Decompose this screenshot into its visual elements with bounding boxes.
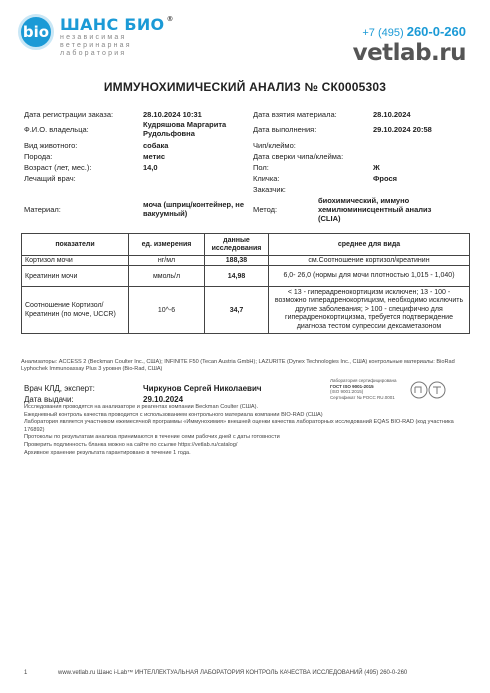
owner-label: Ф.И.О. владельца: <box>24 125 89 134</box>
cert-line-3: (ISO 9001:2015) <box>330 389 364 394</box>
vet-label: Лечащий врач: <box>24 174 76 183</box>
nickname-label: Кличка: <box>253 174 280 183</box>
sample-date-label: Дата взятия материала: <box>253 110 337 119</box>
done-date-label: Дата выполнения: <box>253 125 317 134</box>
chip-check-label: Дата сверки чипа/клейма: <box>253 152 344 161</box>
document-title: ИММУНОХИМИЧЕСКИЙ АНАЛИЗ № СК0005303 <box>103 80 387 94</box>
cert-line-4: Сертификат № РОСС RU.0001 <box>330 394 395 400</box>
analyzers-note: Анализаторы: ACCESS 2 (Beckman Coulter Inc., США); INFINITE F50 (Tecan Austria GmbH); LAZURITE (Dynex Technologies Inc., США) контрольные материалы: BioRad Lyphochek Immunoassay Plus 3 уровня (Bio-Rad, США) <box>21 359 455 372</box>
note-line: Протоколы по результатам анализа принимаются в течение семи рабочих дней с даты готовности <box>24 434 280 441</box>
row-parameter: Креатинин мочи <box>22 266 129 287</box>
expert-name: Чиркунов Сергей Николаевич <box>143 384 262 393</box>
cert-stamp-icon <box>410 380 446 405</box>
lab-website: vetlab.ru <box>352 40 466 66</box>
material-label: Материал: <box>24 205 61 214</box>
note-line: Лаборатория является участником ежемесячной программы «Иммунохимия» внешней оценки качества лабораторных исследований EQAS BIO-RAD (код участника 176892) <box>24 419 454 433</box>
sex-label: Пол: <box>253 163 269 172</box>
table-row <box>22 256 470 266</box>
done-date-value: 29.10.2024 20:58 <box>373 125 432 134</box>
row-reference: < 13 - гиперадренокортицизм исключен; 13 - 100 - возможно гиперадренокортицизм, необходимо исключить другие заболевания; > 100 - специфично для гиперадренокортицизма, требуется подтверждение диагноза тестом супрессии дексаметазоном <box>269 287 470 334</box>
species-label: Вид животного: <box>24 141 78 150</box>
row-parameter: Соотношение Кортизол/Креатинин (по моче, UCCR) <box>22 287 129 334</box>
row-reference: 6,0- 26,0 (нормы для мочи плотностью 1,015 - 1,040) <box>269 266 470 287</box>
results-table <box>21 233 470 334</box>
breed-value: метис <box>143 152 166 161</box>
header-reference: среднее для вида <box>269 234 470 256</box>
logo-text: bio <box>22 23 50 41</box>
customer-label: Заказчик: <box>253 185 286 194</box>
header-unit: ед. измерения <box>129 234 205 256</box>
row-parameter: Кортизол мочи <box>22 256 129 266</box>
lab-logo <box>18 14 54 50</box>
notes-block <box>24 404 454 457</box>
row-reference: см.Соотношение кортизол/креатинин <box>269 256 470 266</box>
tagline-line-2: ветеринарная <box>60 42 132 49</box>
lab-phone: +7 (495) 260-0-260 <box>362 24 466 39</box>
table-row <box>22 287 470 334</box>
footer-text: www.vetlab.ru Шанс i-Lab™ ИНТЕЛЛЕКТУАЛЬНАЯ ЛАБОРАТОРИЯ КОНТРОЛЬ КАЧЕСТВА ИССЛЕДОВАНИЙ (495) 260-0-260 <box>58 670 408 676</box>
page-number: 1 <box>24 670 28 676</box>
sex-value: Ж <box>373 163 380 172</box>
row-unit: 10^-6 <box>129 287 205 334</box>
issue-date-value: 29.10.2024 <box>143 395 184 404</box>
owner-value: Кудряшова Маргарита Рудольфовна <box>143 120 227 138</box>
reg-date-value: 28.10.2024 10:31 <box>143 110 202 119</box>
species-value: собака <box>143 141 169 150</box>
registered-mark: ® <box>166 15 174 23</box>
certification-text <box>330 378 402 400</box>
material-value: моча (шприц/контейнер, не вакуумный) <box>143 200 244 218</box>
issue-date-label: Дата выдачи: <box>24 395 74 404</box>
header-value: данные исследования <box>205 234 269 256</box>
note-line: Проверить подлинность бланка можно на сайте по ссылке https://vetlab.ru/catalog/ <box>24 441 238 448</box>
nickname-value: Фрося <box>373 174 398 183</box>
sample-date-value: 28.10.2024 <box>373 110 411 119</box>
header-parameter: показатели <box>22 234 129 256</box>
row-value: 34,7 <box>205 287 269 334</box>
row-value: 188,38 <box>205 256 269 266</box>
cert-line-1: Лаборатория сертифицирована <box>330 378 397 383</box>
table-row <box>22 266 470 287</box>
note-line: Исследования проводятся на анализаторе и реагентах компании Beckman Coulter (США). <box>24 404 258 410</box>
note-line: Ежедневный контроль качества проводится с использованием контрольного материала компании BIO-RAD (США) <box>24 411 323 418</box>
cert-line-2: ГОСТ ISO 9001-2015 <box>330 383 374 389</box>
chip-label: Чип/клеймо: <box>253 141 296 150</box>
row-unit: нг/мл <box>129 256 205 266</box>
reg-date-label: Дата регистрации заказа: <box>24 110 114 119</box>
age-value: 14,0 <box>143 163 158 172</box>
row-value: 14,98 <box>205 266 269 287</box>
method-label: Метод: <box>253 205 278 214</box>
age-label: Возраст (лет, мес.): <box>24 163 92 172</box>
tagline-line-3: лаборатория <box>60 50 127 57</box>
note-line: Архивное хранение результата гарантировано в течение 1 года. <box>24 449 191 456</box>
breed-label: Порода: <box>24 152 53 161</box>
expert-label: Врач КЛД, эксперт: <box>24 384 95 393</box>
brand-name: ШАНС БИО ® <box>60 15 174 34</box>
method-value: биохимический, иммуно хемилюминисцентный анализ (CLIA) <box>318 196 432 223</box>
tagline-line-1: независимая <box>60 34 127 41</box>
row-unit: ммоль/л <box>129 266 205 287</box>
table-header-row <box>22 234 470 256</box>
